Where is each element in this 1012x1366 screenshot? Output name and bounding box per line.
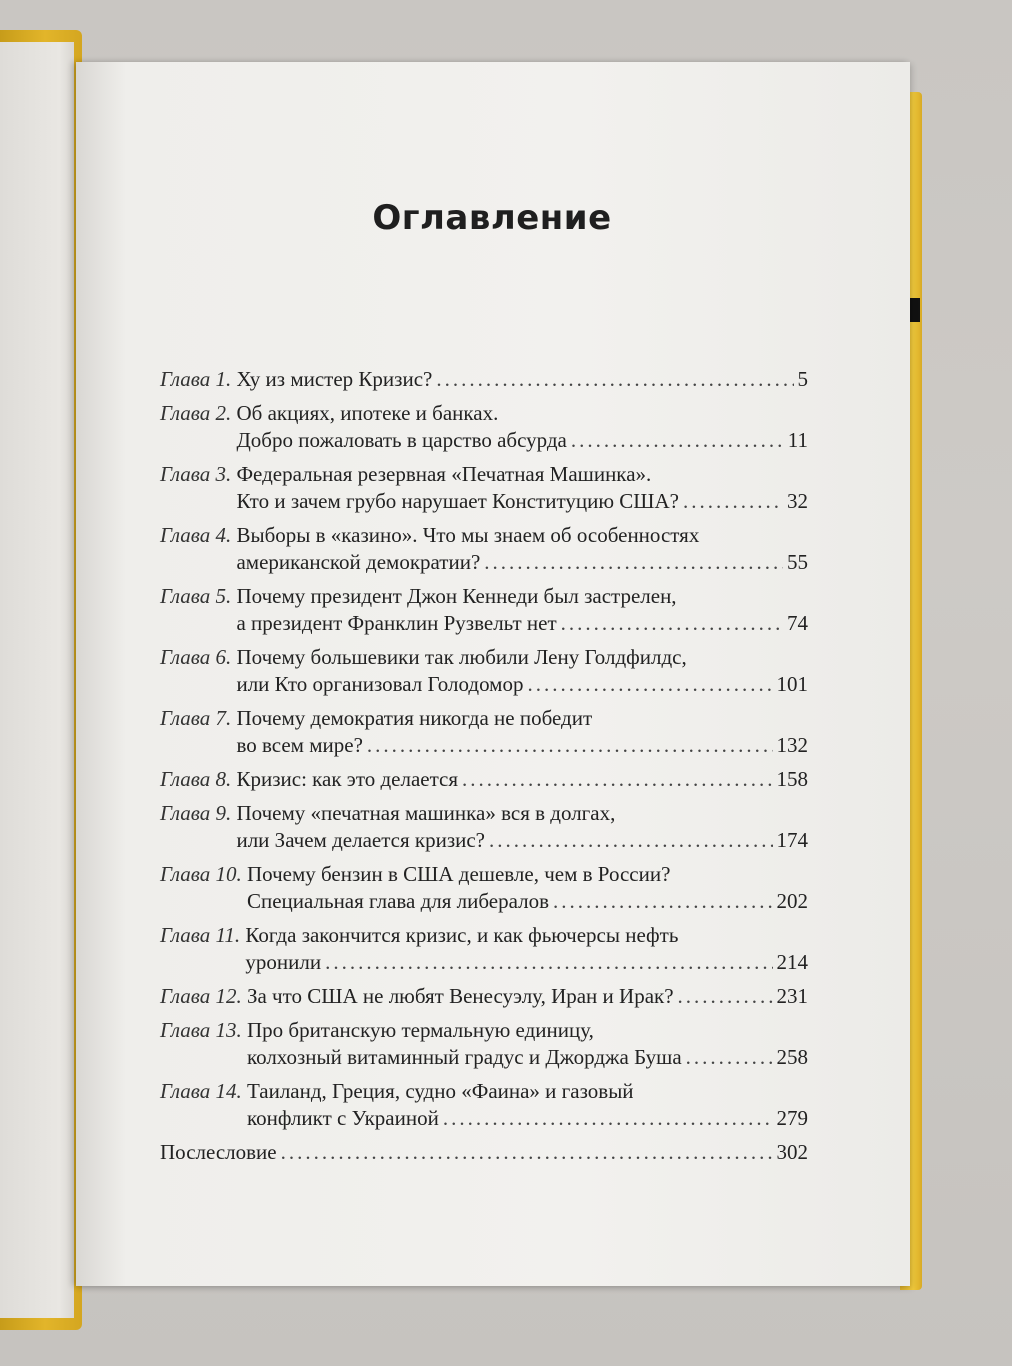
chapter-title-text: Кто и зачем грубо нарушает Конституцию США?	[236, 489, 679, 513]
chapter-label: Глава 4.	[160, 523, 232, 547]
toc-entry-line	[160, 861, 808, 888]
chapter-title-text: уронили	[245, 950, 322, 974]
toc-title: Оглавление	[372, 198, 612, 238]
leader-dots	[527, 671, 772, 698]
chapter-title-text: колхозный витаминный градус и Джорджа Буша	[246, 1045, 682, 1069]
toc-list	[160, 366, 808, 1166]
chapter-title-text: Кризис: как это делается	[236, 767, 459, 791]
toc-entry-line	[160, 922, 808, 949]
leader-dots	[683, 488, 783, 515]
toc-entry-last-line	[160, 1105, 808, 1132]
leader-dots	[436, 366, 793, 393]
chapter-label: Глава 2.	[160, 401, 232, 425]
toc-entry	[160, 1139, 808, 1166]
chapter-label: Глава 11.	[160, 923, 241, 947]
chapter-title-text: Почему президент Джон Кеннеди был застрелен,	[236, 584, 677, 608]
toc-entry	[160, 583, 808, 637]
leader-dots	[561, 610, 783, 637]
chapter-title-text: Таиланд, Греция, судно «Фаина» и газовый	[246, 1079, 634, 1103]
chapter-label: Глава 10.	[160, 862, 242, 886]
toc-entry-line	[160, 800, 808, 827]
page-number: 11	[787, 428, 808, 452]
toc-entry-line	[160, 583, 808, 610]
chapter-label: Глава 14.	[160, 1079, 242, 1103]
page-number: 132	[776, 733, 808, 757]
toc-entry-line	[160, 644, 808, 671]
page-number: 174	[776, 828, 808, 852]
toc-entry	[160, 1078, 808, 1132]
leader-dots	[367, 732, 773, 759]
chapter-label: Глава 7.	[160, 706, 232, 730]
toc-entry	[160, 861, 808, 915]
chapter-title-text: американской демократии?	[236, 550, 481, 574]
page-number: 279	[776, 1106, 808, 1130]
page-number: 32	[787, 489, 808, 513]
page-number: 74	[787, 611, 808, 635]
chapter-title-text: Специальная глава для либералов	[246, 889, 550, 913]
toc-entry-last-line	[160, 983, 808, 1010]
page-number: 231	[776, 984, 808, 1008]
chapter-label: Глава 3.	[160, 462, 232, 486]
leader-dots	[325, 949, 772, 976]
chapter-title-text: Почему демократия никогда не победит	[236, 706, 593, 730]
chapter-title-text: Добро пожаловать в царство абсурда	[236, 428, 567, 452]
toc-entry-last-line	[160, 366, 808, 393]
toc-entry-last-line	[160, 766, 808, 793]
chapter-title-text: или Зачем делается кризис?	[236, 828, 486, 852]
toc-entry-last-line	[160, 1044, 808, 1071]
toc-entry-last-line	[160, 610, 808, 637]
chapter-label: Глава 6.	[160, 645, 232, 669]
leader-dots	[553, 888, 772, 915]
chapter-title-text: или Кто организовал Голодомор	[236, 672, 524, 696]
chapter-title-text: во всем мире?	[236, 733, 363, 757]
page-number: 214	[776, 950, 808, 974]
toc-entry-last-line	[160, 671, 808, 698]
toc-entry-line	[160, 1017, 808, 1044]
toc-entry	[160, 644, 808, 698]
toc-entry	[160, 400, 808, 454]
chapter-title-text: За что США не любят Венесуэлу, Иран и Ирак?	[246, 984, 674, 1008]
chapter-title-text: Почему «печатная машинка» вся в долгах,	[236, 801, 616, 825]
page-number: 5	[797, 367, 808, 391]
leader-dots	[462, 766, 772, 793]
toc-entry-last-line	[160, 827, 808, 854]
leader-dots	[489, 827, 772, 854]
page-number: 55	[787, 550, 808, 574]
toc-entry-line	[160, 1078, 808, 1105]
toc-entry-line	[160, 522, 808, 549]
leader-dots	[686, 1044, 773, 1071]
toc-entry-last-line	[160, 732, 808, 759]
toc-entry-last-line	[160, 427, 808, 454]
chapter-title-text: а президент Франклин Рузвельт нет	[236, 611, 557, 635]
toc-entry	[160, 366, 808, 393]
chapter-title-text: Ху из мистер Кризис?	[236, 367, 433, 391]
chapter-label: Глава 8.	[160, 767, 232, 791]
chapter-label: Глава 13.	[160, 1018, 242, 1042]
toc-entry	[160, 522, 808, 576]
chapter-title-text: Почему большевики так любили Лену Голдфилдс,	[236, 645, 687, 669]
chapter-title-text: Федеральная резервная «Печатная Машинка».	[236, 462, 652, 486]
toc-entry-last-line	[160, 549, 808, 576]
chapter-title-text: Когда закончится кризис, и как фьючерсы нефть	[245, 923, 679, 947]
leader-dots	[678, 983, 773, 1010]
toc-entry-line	[160, 461, 808, 488]
leader-dots	[281, 1139, 773, 1166]
leader-dots	[571, 427, 784, 454]
chapter-title-text: Выборы в «казино». Что мы знаем об особенностях	[236, 523, 700, 547]
toc-entry	[160, 461, 808, 515]
toc-entry	[160, 800, 808, 854]
page-number: 158	[776, 767, 808, 791]
chapter-label: Глава 1.	[160, 367, 232, 391]
chapter-label: Глава 9.	[160, 801, 232, 825]
chapter-label: Глава 5.	[160, 584, 232, 608]
chapter-title-text: Почему бензин в США дешевле, чем в России?	[246, 862, 671, 886]
toc-entry-line	[160, 400, 808, 427]
leader-dots	[443, 1105, 773, 1132]
page-number: 202	[776, 889, 808, 913]
chapter-title-text: Про британскую термальную единицу,	[246, 1018, 594, 1042]
chapter-label: Глава 12.	[160, 984, 242, 1008]
toc-entry	[160, 766, 808, 793]
toc-entry-last-line	[160, 888, 808, 915]
toc-entry	[160, 705, 808, 759]
toc-entry-last-line	[160, 949, 808, 976]
toc-entry-last-line	[160, 488, 808, 515]
toc-entry	[160, 1017, 808, 1071]
page-number: 302	[776, 1140, 808, 1164]
toc-entry-line	[160, 705, 808, 732]
toc-entry	[160, 983, 808, 1010]
toc-entry	[160, 922, 808, 976]
page-number: 258	[776, 1045, 808, 1069]
page-number: 101	[776, 672, 808, 696]
chapter-title-text: конфликт с Украиной	[246, 1106, 439, 1130]
chapter-title-text: Об акциях, ипотеке и банках.	[236, 401, 499, 425]
leader-dots	[484, 549, 783, 576]
chapter-title-text: Послесловие	[160, 1140, 277, 1164]
toc-entry-last-line	[160, 1139, 808, 1166]
